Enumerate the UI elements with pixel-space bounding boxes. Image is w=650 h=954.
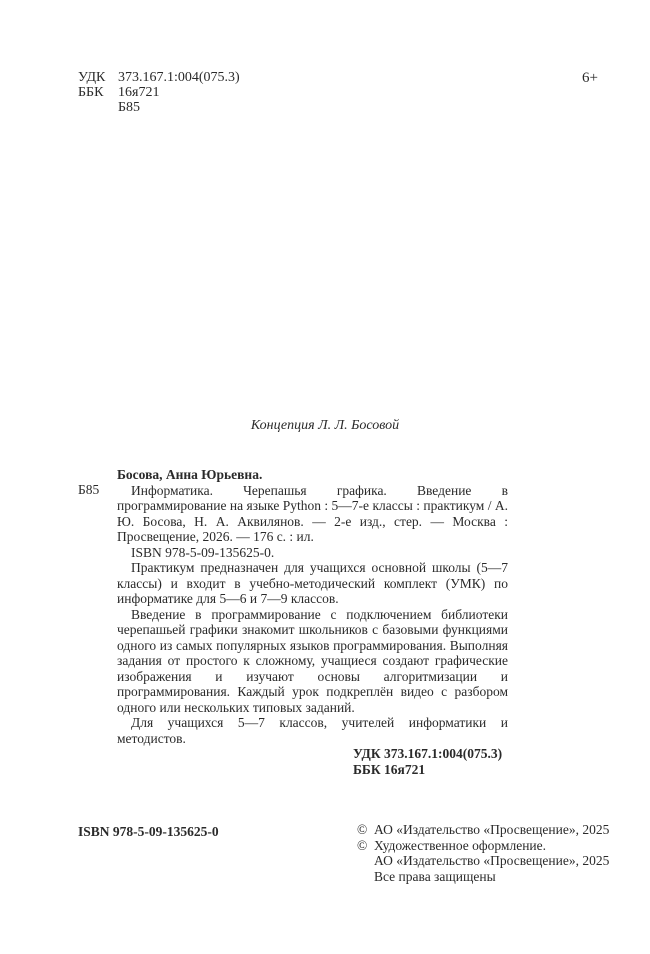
copyright-icon: © bbox=[357, 837, 368, 853]
author-mark: Б85 bbox=[118, 100, 141, 115]
copyright-block bbox=[357, 822, 609, 884]
copyright-icon: © bbox=[357, 822, 368, 837]
copyright-line-1: АО «Издательство «Просвещение», 2025 bbox=[374, 822, 610, 837]
card-annotation-1: Практикум предназначен для учащихся основной школы (5—7 классы) и входит в учебно-методический комплект (УМК) по информатике для 5—6 и 7—9 классов. bbox=[117, 560, 508, 606]
udk-value: 373.167.1:004(075.3) bbox=[118, 70, 240, 85]
udk-label: УДК bbox=[78, 70, 106, 85]
age-rating: 6+ bbox=[582, 70, 598, 86]
card-udk: УДК 373.167.1:004(075.3) bbox=[353, 746, 503, 761]
card-description: Информатика. Черепашья графика. Введение в программирование на языке Python : 5—7-е классы : практикум / А. Ю. Босова, Н. А. Аквилянов. — 2-е изд., стер. — Москва : Просвещение, 2026. — 176 с. : ил. bbox=[117, 482, 508, 544]
card-author: Босова, Анна Юрьевна. bbox=[117, 467, 263, 482]
copyright-line-2: Художественное оформление. bbox=[374, 837, 547, 853]
card-bbk: ББК 16я721 bbox=[353, 761, 426, 777]
bbk-label: ББК bbox=[78, 85, 104, 100]
rights-reserved: Все права защищены bbox=[374, 868, 496, 884]
copyright-line-3: АО «Издательство «Просвещение», 2025 bbox=[374, 853, 610, 868]
concept-credit: Концепция Л. Л. Босовой bbox=[250, 418, 400, 433]
card-author-mark: Б85 bbox=[78, 482, 100, 497]
classification-codes bbox=[78, 70, 240, 115]
catalog-card bbox=[117, 467, 508, 777]
footer-isbn: ISBN 978-5-09-135625-0 bbox=[78, 824, 219, 839]
card-annotation-2: Введение в программирование с подключением библиотеки черепашьей графики знакомит школьников с базовыми функциями одного из самых популярных языков программирования. Выполняя задания от простого к сложному, учащиеся создают графические изображения и изучают основы алгоритмизации и программирования. Каждый урок подкреплён видео с разбором одного или нескольких типовых заданий. bbox=[117, 606, 508, 715]
card-isbn: ISBN 978-5-09-135625-0. bbox=[131, 544, 275, 560]
card-audience: Для учащихся 5—7 классов, учителей информатики и методистов. bbox=[117, 715, 508, 746]
bbk-value: 16я721 bbox=[118, 85, 160, 100]
